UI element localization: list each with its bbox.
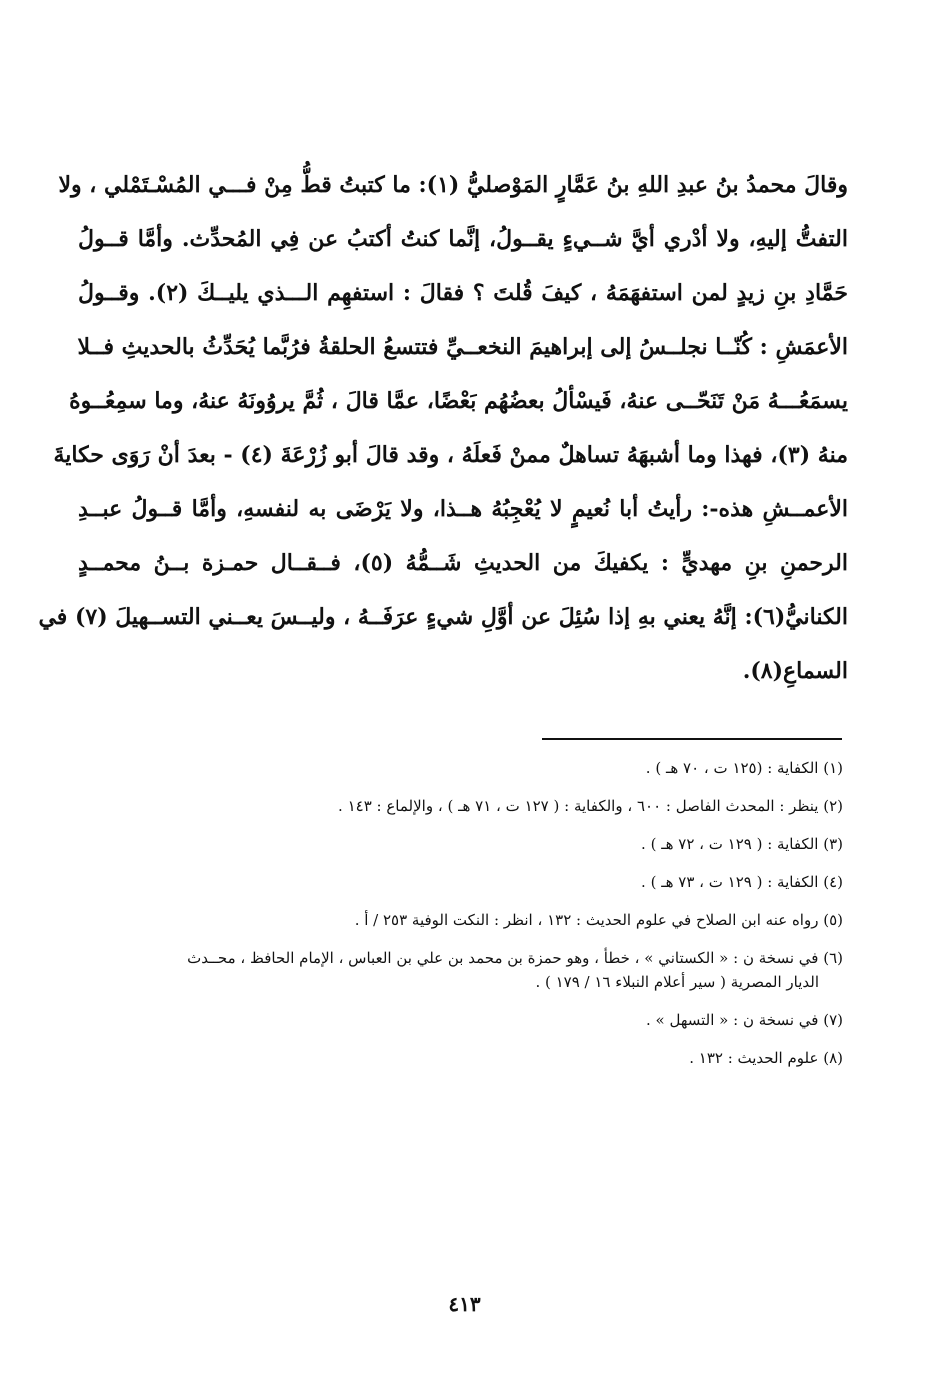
footnote-text: (٨) علوم الحديث : ١٣٢ . [689, 1049, 843, 1067]
text-line: حَمَّادِ بنِ زيدٍ لمن استفهَمَهُ ، كيفَ قُلتَ ؟ فقالَ : استفهِم الـــذي يليــكَ (٢). وقــولُ [78, 280, 848, 306]
page-number: ٤١٣ [448, 1292, 481, 1316]
footnote-text: (٥) رواه عنه ابن الصلاح في علوم الحديث : ١٣٢ ، انظر : النكت الوفية ٢٥٣ / أ . [354, 911, 843, 929]
footnote-continuation: الديار المصرية ( سير أعلام النبلاء ١٦ / ١٧٩ ) . [535, 973, 819, 991]
footnote-4 [78, 870, 843, 894]
footnotes [78, 756, 843, 1084]
text-line: الرحمنِ بنِ مهديٍّ : يكفيكَ من الحديثِ شَــمُّهُ (٥)، فــقــال حمـزة بــنُ محمــدٍ [78, 550, 848, 576]
footnote-text: (٧) في نسخة ن : « التسهل » . [646, 1011, 843, 1029]
text-line: الأعمــشِ هذه-: رأيتُ أبا نُعيمٍ لا يُعْجِبُهُ هــذا، ولا يَرْضَى به لنفسهِ، وأمَّا قــولُ عبــدِ [78, 496, 848, 522]
footnote-text: (٤) الكفاية : ( ١٢٩ ت ، ٧٣ هـ ) . [641, 873, 843, 891]
footnote-divider [542, 738, 842, 740]
footnote-8 [78, 1046, 843, 1070]
text-line: يسمَعُـــهُ مَنْ تَنَحّــى عنهُ، فَيسْألُ بعضُهُم بَعْضًا، عمَّا قالَ ، ثُمَّ يروُونَهُ عنهُ، وما سمِعُــوهُ [69, 388, 848, 414]
footnote-text: (١) الكفاية : (١٢٥ ت ، ٧٠ هـ ) . [645, 759, 843, 777]
footnote-6 [78, 946, 843, 994]
footnote-2 [78, 794, 843, 818]
text-line: التفتُّ إليهِ، ولا أدْري أيَّ شــيءٍ يقــولُ، إنَّما كنتُ أكتبُ عن فِي المُحدِّث. وأمَّا قــولُ [78, 226, 848, 252]
footnote-text: (٣) الكفاية : ( ١٢٩ ت ، ٧٢ هـ ) . [641, 835, 843, 853]
main-text [38, 158, 848, 698]
text-line: وقالَ محمدُ بنُ عبدِ اللهِ بنُ عَمَّارٍ المَوْصليُّ (١): ما كتبتُ قطُّ مِنْ فـــي المُسْـتَمْلي ، ولا [58, 172, 848, 198]
footnote-text: (٦) في نسخة ن : « الكستاني » ، خطأ ، وهو حمزة بن محمد بن علي بن العباس ، الإمام الحافظ ، محــدث [187, 949, 843, 967]
text-line: منهُ (٣)، فهذا وما أشبهَهُ تساهلٌ ممنْ فَعلَهُ ، وقد قالَ أبو زُرْعَةَ (٤) - بعدَ أنْ رَوَى حكايةَ [53, 442, 848, 468]
text-line: السماعِ(٨). [742, 658, 848, 684]
footnote-1 [78, 756, 843, 780]
footnote-5 [78, 908, 843, 932]
footnote-text: (٢) ينظر : المحدث الفاصل : ٦٠٠ ، والكفاية : ( ١٢٧ ت ، ٧١ هـ ) ، والإلماع : ١٤٣ . [338, 797, 843, 815]
footnote-7 [78, 1008, 843, 1032]
text-line: الكنانيُّ(٦): إنَّهُ يعني بهِ إذا سُئِلَ عن أوَّلِ شيءٍ عرَفَــهُ ، وليــسَ يعــني التســهيلَ (٧) في [38, 604, 848, 630]
footnote-3 [78, 832, 843, 856]
text-line: الأعمَشِ : كُنّــا نجلــسُ إلى إبراهيمَ النخعــيِّ فتتسعُ الحلقةُ فرُبَّما يُحَدِّثُ بالحديثِ فــلا [77, 334, 848, 360]
